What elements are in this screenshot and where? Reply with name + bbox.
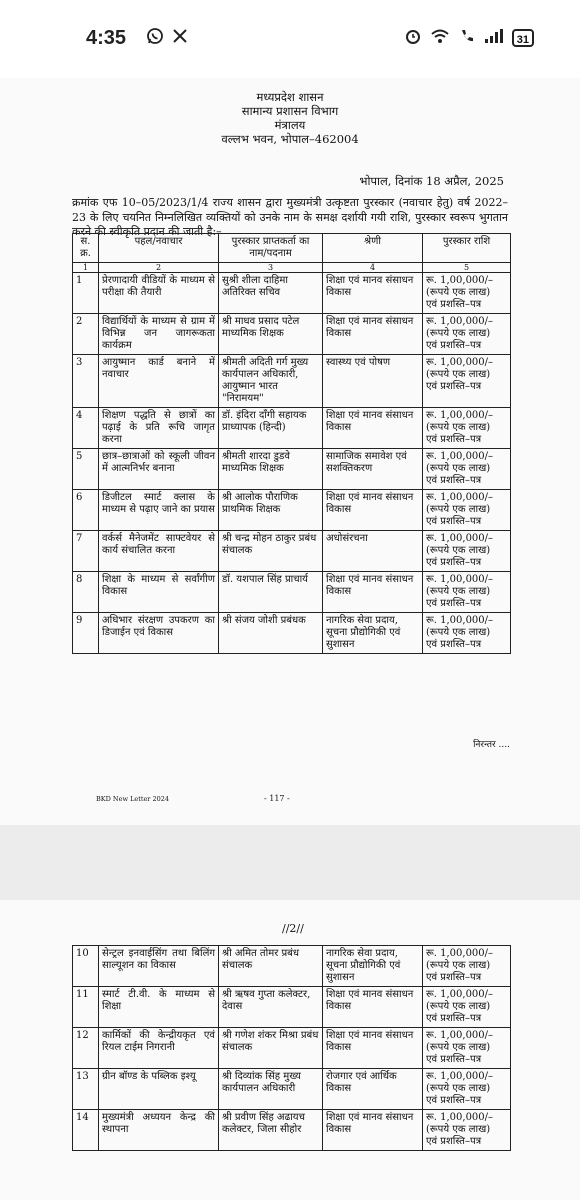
initiative-cell: डिजीटल स्मार्ट क्लास के माध्यम से पढ़ाए जाने का प्रयास [99, 490, 219, 531]
initiative-cell: कार्मिकों की केन्द्रीयकृत एवं रियल टाईम निगरानी [99, 1028, 219, 1069]
recipient-cell: डॉ. यशपाल सिंह प्राचार्य [219, 572, 323, 613]
initiative-cell: प्रेरणादायी वीडियों के माध्यम से परीक्षा की तैयारी [99, 273, 219, 314]
award-line: एवं प्रशस्ति–पत्र [426, 972, 482, 983]
document-page-2 [0, 900, 580, 1200]
header-serial: स. क्र. [73, 234, 99, 263]
award-line: एवं प्रशस्ति–पत्र [426, 475, 482, 486]
initiative-cell: सेन्ट्रल इनवाईसिंग तथा बिलिंग साल्यूशन का विकास [99, 946, 219, 987]
initiative-cell: शिक्षा के माध्यम से सर्वांगीण विकास [99, 572, 219, 613]
award-line: (रूपये एक लाख) [426, 545, 491, 556]
initiative-cell: विद्यार्थियों के माध्यम से ग्राम में विभिन्न जन जागरूकता कार्यक्रम [99, 314, 219, 355]
award-line: (रूपये एक लाख) [426, 328, 491, 339]
serial-number: 2 [73, 314, 99, 355]
award-line: रू. 1,00,000/– [426, 1071, 494, 1082]
header-award: पुरस्कार राशि [423, 234, 511, 263]
table-row [73, 1110, 511, 1151]
header-initiative: पहल/नवाचार [99, 234, 219, 263]
award-line: रू. 1,00,000/– [426, 615, 494, 626]
table-header-row [73, 234, 511, 263]
initiative-cell: छात्र–छात्राओं को स्कूली जीवन में आत्मनिर्भर बनाना [99, 449, 219, 490]
award-line: एवं प्रशस्ति–पत्र [426, 434, 482, 445]
award-line: रू. 1,00,000/– [426, 948, 494, 959]
continued-note: निरन्तर .... [473, 740, 510, 750]
category-cell: शिक्षा एवं मानव संसाधन विकास [323, 314, 423, 355]
recipient-cell: श्री माधव प्रसाद पटेल माध्यमिक शिक्षक [219, 314, 323, 355]
intro-paragraph: क्रमांक एफ 10–05/2023/1/4 राज्य शासन द्वारा मुख्यमंत्री उत्कृष्टता पुरस्कार (नवाचार हेतु) वर्ष 2022–23 के लिए चयनित निम्नलिखित व्यक्तियों को उनके नाम के समक्ष दर्शायी गयी राशि, पुरस्कार स्वरूप भुगतान करने की स्वीकृति प्रदान की जाती है:– [72, 196, 508, 238]
award-line: रू. 1,00,000/– [426, 275, 494, 286]
award-line: (रूपये एक लाख) [426, 504, 491, 515]
column-number: 3 [219, 263, 323, 273]
award-cell [423, 273, 511, 314]
initiative-cell: शिक्षण पद्धति से छात्रों का पढ़ाई के प्रति रूचि जागृत करना [99, 408, 219, 449]
recipient-cell: श्री अमित तोमर प्रबंध संचालक [219, 946, 323, 987]
table-row [73, 987, 511, 1028]
award-cell [423, 449, 511, 490]
wifi-icon [430, 28, 450, 48]
award-line: एवं प्रशस्ति–पत्र [426, 1013, 482, 1024]
award-line: एवं प्रशस्ति–पत्र [426, 516, 482, 527]
award-line: रू. 1,00,000/– [426, 1112, 494, 1123]
initiative-cell: वर्कर्स मैनेजमेंट साफ्टवेयर से कार्य संचालित करना [99, 531, 219, 572]
column-number: 4 [323, 263, 423, 273]
table-row [73, 490, 511, 531]
category-cell: शिक्षा एवं मानव संसाधन विकास [323, 273, 423, 314]
award-line: (रूपये एक लाख) [426, 627, 491, 638]
category-cell: शिक्षा एवं मानव संसाधन विकास [323, 408, 423, 449]
serial-number: 9 [73, 613, 99, 654]
award-cell [423, 1069, 511, 1110]
serial-number: 11 [73, 987, 99, 1028]
recipient-cell: श्री आलोक पौराणिक प्राथमिक शिक्षक [219, 490, 323, 531]
awards-table-continued [72, 945, 511, 1151]
award-line: एवं प्रशस्ति–पत्र [426, 557, 482, 568]
award-line: रू. 1,00,000/– [426, 492, 494, 503]
table-row [73, 1028, 511, 1069]
page-gap [0, 825, 580, 900]
letterhead-line2: सामान्य प्रशासन विभाग [241, 104, 339, 118]
award-line: रू. 1,00,000/– [426, 989, 494, 1000]
recipient-cell: श्री गणेश शंकर मिश्रा प्रबंध संचालक [219, 1028, 323, 1069]
award-line: रू. 1,00,000/– [426, 451, 494, 462]
battery-level: 31 [516, 34, 529, 46]
serial-number: 3 [73, 355, 99, 408]
recipient-cell: श्री प्रवीण सिंह अढायच कलेक्टर, जिला सीहोर [219, 1110, 323, 1151]
category-cell: नागरिक सेवा प्रदाय, सूचना प्रौद्योगिकी एवं सुशासन [323, 946, 423, 987]
award-cell [423, 1028, 511, 1069]
serial-number: 4 [73, 408, 99, 449]
table-row [73, 355, 511, 408]
page2-heading: //2// [282, 922, 304, 935]
award-line: (रूपये एक लाख) [426, 422, 491, 433]
category-cell: शिक्षा एवं मानव संसाधन विकास [323, 572, 423, 613]
serial-number: 6 [73, 490, 99, 531]
column-number: 1 [73, 263, 99, 273]
award-line: रू. 1,00,000/– [426, 574, 494, 585]
recipient-cell: श्री संजय जोशी प्रबंधक [219, 613, 323, 654]
initiative-cell: स्मार्ट टी.वी. के माध्यम से शिक्षा [99, 987, 219, 1028]
letterhead-line3: मंत्रालय [274, 118, 306, 132]
recipient-cell: डॉ. इंदिरा दाँगी सहायक प्राध्यापक (हिन्दी) [219, 408, 323, 449]
award-line: एवं प्रशस्ति–पत्र [426, 1054, 482, 1065]
serial-number: 13 [73, 1069, 99, 1110]
category-cell: नागरिक सेवा प्रदाय, सूचना प्रौद्योगिकी एवं सुशासन [323, 613, 423, 654]
award-cell [423, 572, 511, 613]
award-cell [423, 408, 511, 449]
column-number: 5 [423, 263, 511, 273]
recipient-cell: श्री दिव्यांक सिंह मुख्य कार्यपालन अधिकारी [219, 1069, 323, 1110]
award-line: एवं प्रशस्ति–पत्र [426, 1095, 482, 1106]
award-line: (रूपये एक लाख) [426, 1124, 491, 1135]
award-line: रू. 1,00,000/– [426, 1030, 494, 1041]
award-line: एवं प्रशस्ति–पत्र [426, 598, 482, 609]
award-line: एवं प्रशस्ति–पत्र [426, 639, 482, 650]
document-page-1 [0, 78, 580, 825]
table-row [73, 1069, 511, 1110]
award-line: एवं प्रशस्ति–पत्र [426, 340, 482, 351]
battery-icon [512, 29, 534, 47]
letterhead-line1: मध्यप्रदेश शासन [256, 90, 324, 104]
initiative-cell: अधिभार संरक्षण उपकरण का डिजाईन एवं विकास [99, 613, 219, 654]
serial-number: 12 [73, 1028, 99, 1069]
table-row [73, 408, 511, 449]
footer-page-number: - 117 - [264, 794, 290, 803]
award-line: (रूपये एक लाख) [426, 369, 491, 380]
serial-number: 10 [73, 946, 99, 987]
category-cell: सामाजिक समावेश एवं सशक्तिकरण [323, 449, 423, 490]
awards-table [72, 233, 511, 654]
category-cell: शिक्षा एवं मानव संसाधन विकास [323, 1028, 423, 1069]
alarm-icon [404, 27, 422, 49]
recipient-cell: श्रीमती शारदा डुडवे माध्यमिक शिक्षक [219, 449, 323, 490]
letterhead-line4: वल्लभ भवन, भोपाल–462004 [221, 132, 359, 146]
serial-number: 1 [73, 273, 99, 314]
column-number-row [73, 263, 511, 273]
initiative-cell: मुख्यमंत्री अध्ययन केन्द्र की स्थापना [99, 1110, 219, 1151]
award-line: (रूपये एक लाख) [426, 960, 491, 971]
category-cell: शिक्षा एवं मानव संसाधन विकास [323, 490, 423, 531]
category-cell: शिक्षा एवं मानव संसाधन विकास [323, 1110, 423, 1151]
table-row [73, 946, 511, 987]
footer-left: BKD New Letter 2024 [96, 795, 170, 803]
award-line: (रूपये एक लाख) [426, 1001, 491, 1012]
award-cell [423, 314, 511, 355]
award-cell [423, 946, 511, 987]
call-icon [458, 27, 476, 49]
status-time: 4:35 [86, 27, 127, 49]
recipient-cell: श्री चन्द्र मोहन ठाकुर प्रबंध संचालक [219, 531, 323, 572]
date-line: भोपाल, दिनांक 18 अप्रैल, 2025 [359, 174, 504, 188]
award-line: एवं प्रशस्ति–पत्र [426, 299, 482, 310]
award-cell [423, 987, 511, 1028]
table-row [73, 449, 511, 490]
award-line: एवं प्रशस्ति–पत्र [426, 381, 482, 392]
award-cell [423, 613, 511, 654]
table-row [73, 572, 511, 613]
initiative-cell: आयुष्मान कार्ड बनाने में नवाचार [99, 355, 219, 408]
award-line: रू. 1,00,000/– [426, 533, 494, 544]
table-row [73, 314, 511, 355]
category-cell: स्वास्थ्य एवं पोषण [323, 355, 423, 408]
award-line: (रूपये एक लाख) [426, 1083, 491, 1094]
serial-number: 14 [73, 1110, 99, 1151]
award-line: एवं प्रशस्ति–पत्र [426, 1136, 482, 1147]
award-line: (रूपये एक लाख) [426, 463, 491, 474]
signal-icon [484, 28, 504, 48]
award-line: रू. 1,00,000/– [426, 357, 494, 368]
award-line: रू. 1,00,000/– [426, 410, 494, 421]
column-number: 2 [99, 263, 219, 273]
recipient-cell: श्री ऋषव गुप्ता कलेक्टर, देवास [219, 987, 323, 1028]
serial-number: 5 [73, 449, 99, 490]
award-cell [423, 355, 511, 408]
award-line: (रूपये एक लाख) [426, 287, 491, 298]
recipient-cell: श्रीमती अदिती गर्ग मुख्य कार्यपालन अधिकारी, आयुष्मान भारत "निरामयम" [219, 355, 323, 408]
category-cell: रोजगार एवं आर्थिक विकास [323, 1069, 423, 1110]
category-cell: शिक्षा एवं मानव संसाधन विकास [323, 987, 423, 1028]
award-cell [423, 531, 511, 572]
category-cell: अधोसंरचना [323, 531, 423, 572]
table-row [73, 613, 511, 654]
award-line: रू. 1,00,000/– [426, 316, 494, 327]
header-recipient: पुरस्कार प्राप्तकर्ता का नाम/पदनाम [219, 234, 323, 263]
header-category: श्रेणी [323, 234, 423, 263]
award-cell [423, 1110, 511, 1151]
table-row [73, 531, 511, 572]
award-cell [423, 490, 511, 531]
x-icon [172, 28, 188, 48]
whatsapp-icon [146, 27, 164, 49]
initiative-cell: ग्रीन बॉण्ड के पब्लिक इश्यू [99, 1069, 219, 1110]
status-bar [0, 0, 580, 78]
serial-number: 7 [73, 531, 99, 572]
table-row [73, 273, 511, 314]
recipient-cell: सुश्री शीला दाहिमा अतिरिक्त सचिव [219, 273, 323, 314]
serial-number: 8 [73, 572, 99, 613]
award-line: (रूपये एक लाख) [426, 1042, 491, 1053]
award-line: (रूपये एक लाख) [426, 586, 491, 597]
